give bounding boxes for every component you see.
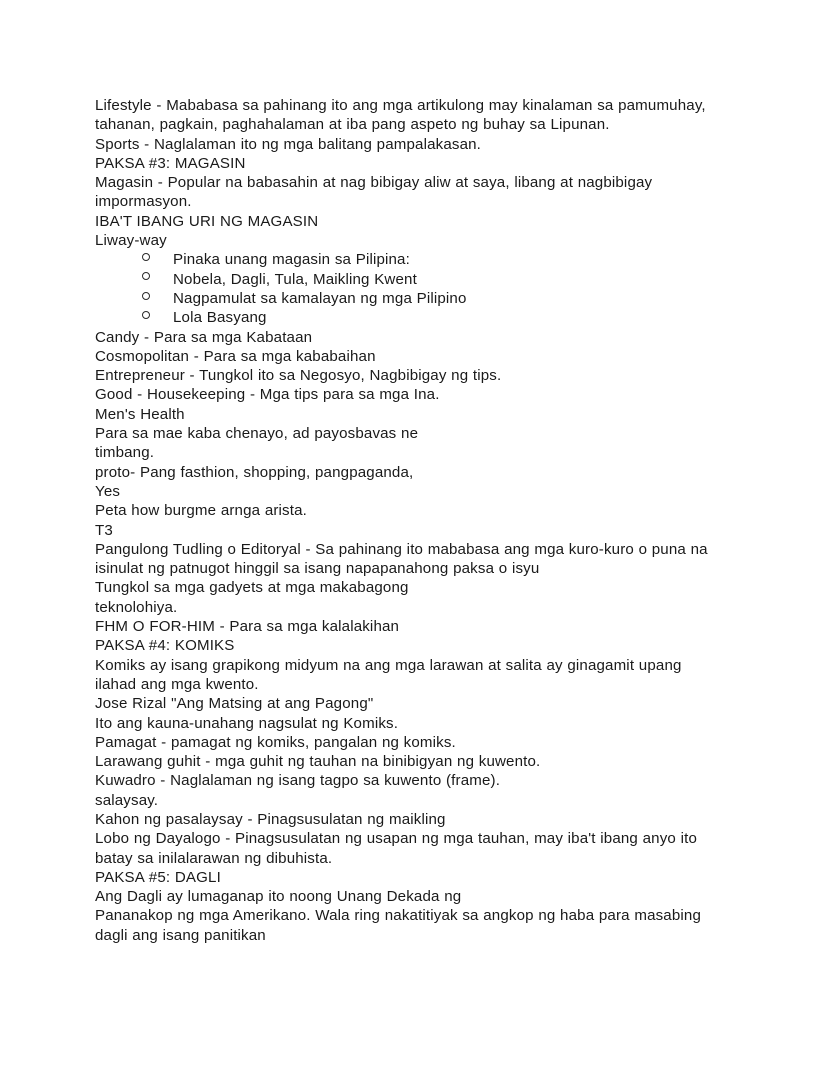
text-line: teknolohiya. [95,598,178,616]
circle-bullet-icon [142,250,150,269]
text-line: Kuwadro - Naglalaman ng isang tagpo sa kuwento (frame). [95,772,501,790]
subheading-uri-ng-magasin: IBA'T IBANG URI NG MAGASIN [95,212,319,230]
text-line: Yes [95,482,121,500]
section-heading-paksa-4: PAKSA #4: KOMIKS [95,637,235,655]
text-line: Para sa mae kaba chenayo, ad payosbavas ne [95,425,419,443]
text-line: Pangulong Tudling o Editoryal - Sa pahinang ito mababasa ang mga kuro-kuro o puna na isinulat ng patnugot hinggil sa isang napapanahong paksa o isyu [95,540,708,578]
text-line: timbang. [95,444,155,462]
text-line: salaysay. [95,791,159,809]
list-item [95,308,715,327]
document-text-body [95,96,715,945]
text-line: Peta how burgme arnga arista. [95,502,307,520]
text-line: Cosmopolitan - Para sa mga kababaihan [95,347,376,365]
text-line: Ang Dagli ay lumaganap ito noong Unang Dekada ng [95,888,462,906]
text-line: Pamagat - pamagat ng komiks, pangalan ng komiks. [95,733,456,751]
text-line: Komiks ay isang grapikong midyum na ang mga larawan at salita ay ginagamit upang ilahad ang mga kwento. [95,656,682,693]
text-line: Tungkol sa mga gadyets at mga makabagong [95,579,409,597]
text-line: Jose Rizal "Ang Matsing at ang Pagong" [95,695,374,713]
text-line: Liway-way [95,232,167,250]
circle-bullet-icon [142,289,150,308]
text-line: proto- Pang fasthion, shopping, pangpaganda, [95,463,414,481]
circle-bullet-icon [142,270,150,289]
section-heading-paksa-3: PAKSA #3: MAGASIN [95,154,246,172]
intro-lines-block [95,96,715,250]
list-item [95,270,715,289]
list-item [95,289,715,308]
text-line: Larawang guhit - mga guhit ng tauhan na binibigyan ng kuwento. [95,753,541,771]
body-lines-block [95,328,715,946]
text-line: FHM O FOR-HIM - Para sa mga kalalakihan [95,618,400,636]
circle-bullet-icon [142,308,150,327]
text-line: Magasin - Popular na babasahin at nag bibigay aliw at saya, libang at nagbibigay impormasyon. [95,174,653,211]
list-item [95,250,715,269]
text-line: Good - Housekeeping - Mga tips para sa mga Ina. [95,386,440,404]
text-line: T3 [95,521,113,539]
list-item-label: Nagpamulat sa kamalayan ng mga Pilipino [173,289,467,307]
text-line: Candy - Para sa mga Kabataan [95,328,313,346]
text-line: Lifestyle - Mababasa sa pahinang ito ang mga artikulong may kinalaman sa pamumuhay, tahanan, pagkain, paghahalaman at iba pang aspeto ng buhay sa Lipunan. [95,97,706,134]
text-line: Lobo ng Dayalogo - Pinagsusulatan ng usapan ng mga tauhan, may iba't ibang anyo ito batay sa inilalarawan ng dibuhista. [95,830,698,867]
liway-way-bullet-list [95,250,715,327]
text-line: Pananakop ng mga Amerikano. Wala ring nakatitiyak sa angkop ng haba para masabing dagli ang isang panitikan [95,907,701,944]
text-line: Entrepreneur - Tungkol ito sa Negosyo, Nagbibigay ng tips. [95,367,502,385]
text-line: Men's Health [95,405,185,423]
text-line: Ito ang kauna-unahang nagsulat ng Komiks. [95,714,399,732]
list-item-label: Lola Basyang [173,309,267,327]
text-line: Kahon ng pasalaysay - Pinagsusulatan ng maikling [95,810,446,828]
section-heading-paksa-5: PAKSA #5: DAGLI [95,868,221,886]
list-item-label: Nobela, Dagli, Tula, Maikling Kwent [173,270,417,288]
text-line: Sports - Naglalaman ito ng mga balitang pampalakasan. [95,135,482,153]
list-item-label: Pinaka unang magasin sa Pilipina: [173,251,410,269]
